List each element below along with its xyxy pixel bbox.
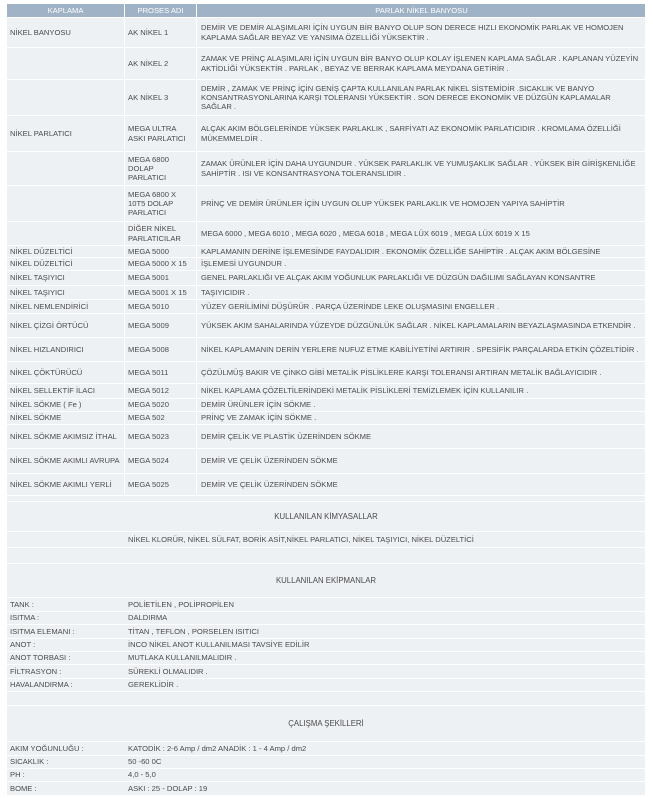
table-row — [7, 80, 645, 116]
proses-cell: MEGA 5000 X 15 — [124, 258, 196, 270]
table-row — [7, 338, 645, 362]
kaplama-cell: NİKEL DÜZELTİCİ — [10, 246, 73, 256]
working-label: AKIM YOĞUNLUĞU : — [10, 743, 84, 753]
desc-cell: GENEL PARLAKLIĞI VE ALÇAK AKIM YOĞUNLUK PARLAKLIĞI VE DÜZGÜN DAĞILIMI SAĞLAYAN KONSANTRE — [196, 271, 645, 285]
desc-cell: YÜKSEK AKIM SAHALARINDA YÜZEYDE DÜZGÜNLÜK SAĞLAR . NİKEL KAPLAMALARIN BEYAZLAŞMASINDA ETKENDİR . — [196, 314, 645, 337]
proses-cell: MEGA ULTRA ASKI PARLATICI — [124, 116, 196, 151]
equipment-row — [7, 598, 645, 612]
desc-cell: NİKEL KAPLAMANIN DERİN YERLERE NUFUZ ETME KABİLİYETİNİ ARTIRIR . SPESİFİK PARÇALARDA ETKİN ÇÖZELTİDİR . — [196, 338, 645, 361]
proses-cell: AK NİKEL 2 — [124, 48, 196, 79]
table-row — [7, 300, 645, 314]
desc-cell: DEMİR ÇELİK VE PLASTİK ÜZERİNDEN SÖKME — [196, 425, 645, 448]
desc-cell: İŞLEMESİ UYGUNDUR . — [196, 258, 645, 270]
table-row — [7, 222, 645, 246]
proses-cell: MEGA 5020 — [124, 399, 196, 411]
working-label: BOME : — [10, 783, 37, 793]
spacer-row — [7, 548, 645, 564]
desc-cell: DEMİR , ZAMAK VE PRİNÇ İÇİN GENİŞ ÇAPTA KULLANILAN PARLAK NİKEL SİSTEMİDİR .SICAKLIK VE BANYO KONSANTRASYONLARINA KARŞI TOLERANSI YÜKSEKTİR . SON DERECE EKONOMİK VE DÜZGÜN KAPLAMALAR SAĞLAR . — [196, 80, 645, 115]
working-row — [7, 756, 645, 769]
kaplama-cell — [7, 80, 124, 115]
equipment-row — [7, 665, 645, 679]
table-row — [7, 48, 645, 80]
equipment-label: ANOT TORBASI : — [10, 653, 71, 663]
table-row — [7, 314, 645, 338]
proses-cell: MEGA 5001 X 15 — [124, 286, 196, 299]
table-row — [7, 362, 645, 384]
proses-cell: MEGA 6800 X 10T5 DOLAP PARLATICI — [124, 186, 196, 221]
kaplama-cell: NİKEL HIZLANDIRICI — [10, 344, 84, 354]
proses-cell: MEGA 5009 — [124, 314, 196, 337]
desc-cell: PRİNÇ VE ZAMAK İÇİN SÖKME . — [196, 412, 645, 424]
equipment-section-title — [7, 564, 645, 598]
desc-cell: MEGA 6000 , MEGA 6010 , MEGA 6020 , MEGA 6018 , MEGA LÜX 6019 , MEGA LÜX 6019 X 15 — [196, 222, 645, 245]
table-row — [7, 258, 645, 271]
working-value: KATODİK : 2-6 Amp / dm2 ANADİK : 1 - 4 Amp / dm2 — [128, 743, 307, 753]
proses-cell: MEGA 5012 — [124, 384, 196, 398]
working-value: 4,0 - 5,0 — [128, 770, 156, 780]
kaplama-cell: NİKEL SELLEKTİF İLACI — [10, 386, 95, 396]
equipment-value: SÜREKLİ OLMALIDIR . — [128, 666, 208, 676]
kaplama-cell — [7, 186, 124, 221]
proses-cell: AK NİKEL 1 — [124, 18, 196, 47]
desc-cell: ZAMAK ÜRÜNLER İÇİN DAHA UYGUNDUR . YÜKSEK PARLAKLIK VE YUMUŞAKLIK SAĞLAR . YÜKSEK BİR GİRİŞKENLİĞE SAHİPTİR . ISI VE KONSANTRASYONA TOLERANSLIDIR . — [196, 152, 645, 185]
equipment-row — [7, 625, 645, 639]
equipment-label: HAVALANDIRMA : — [10, 680, 73, 690]
chemicals-title: KULLANILAN KİMYASALLAR — [274, 511, 378, 521]
equipment-value: DALDIRMA — [128, 613, 168, 623]
equipment-label: ANOT : — [10, 640, 36, 650]
desc-cell: DEMİR VE ÇELİK ÜZERİNDEN SÖKME — [196, 474, 645, 495]
proses-cell: MEGA 5000 — [124, 246, 196, 257]
proses-cell: MEGA 6800 DOLAP PARLATICI — [124, 152, 196, 185]
proses-cell: MEGA 5025 — [124, 474, 196, 495]
equipment-row — [7, 612, 645, 625]
equipment-value: İNCO NİKEL ANOT KULLANILMASI TAVSİYE EDİLİR — [128, 640, 310, 650]
working-row — [7, 782, 645, 796]
kaplama-cell: NİKEL SÖKME — [10, 413, 62, 423]
desc-cell: NİKEL KAPLAMA ÇÖZELTİLERİNDEKİ METALİK PİSLİKLERİ TEMİZLEMEK İÇİN KULLANILIR . — [196, 384, 645, 398]
desc-cell: ALÇAK AKIM BÖLGELERİNDE YÜKSEK PARLAKLIK , SARFİYATI AZ EKONOMİK PARLATICIDIR . KROMLAMA ÖZELLİĞİ MÜKEMMELDİR . — [196, 116, 645, 151]
proses-cell: MEGA 502 — [124, 412, 196, 424]
desc-cell: ÇÖZÜLMÜŞ BAKIR VE ÇİNKO GİBİ METALİK PİSLİKLERE KARŞI TOLERANSI ARTIRAN METALİK BAĞLAYICIDIR . — [196, 362, 645, 383]
chemicals-label-cell — [7, 532, 124, 547]
table-row — [7, 246, 645, 258]
kaplama-cell: NİKEL BANYOSU — [10, 27, 71, 37]
header-proses: PROSES ADI — [124, 4, 196, 17]
equipment-label: TANK : — [10, 599, 34, 609]
working-label: PH : — [10, 770, 25, 780]
proses-cell: MEGA 5011 — [124, 362, 196, 383]
kaplama-cell: NİKEL DÜZELTİCİ — [10, 259, 73, 269]
desc-cell: DEMİR VE ÇELİK ÜZERİNDEN SÖKME — [196, 449, 645, 473]
table-row — [7, 425, 645, 449]
desc-cell: DEMİR ÜRÜNLER İÇİN SÖKME . — [196, 399, 645, 411]
chemicals-row — [7, 532, 645, 548]
table-row — [7, 18, 645, 48]
kaplama-cell: NİKEL NEMLENDİRİCİ — [10, 301, 89, 311]
working-label: SICAKLIK : — [10, 757, 49, 767]
kaplama-cell: NİKEL SÖKME AKIMLI AVRUPA — [10, 456, 120, 466]
chemicals-text: NİKEL KLORÜR, NİKEL SÜLFAT, BORİK ASİT,NİKEL PARLATICI, NİKEL TAŞIYICI, NİKEL DÜZELTİCİ — [128, 534, 474, 544]
table-row — [7, 271, 645, 286]
desc-cell: DEMİR VE DEMİR ALAŞIMLARI İÇİN UYGUN BİR BANYO OLUP SON DERECE HIZLI EKONOMİK PARLAK VE HOMOJEN KAPLAMA SAĞLAR BEYAZ VE YANSIMA ÖZELLİĞİ YÜKSEKTİR . — [196, 18, 645, 47]
header-kaplama: KAPLAMA — [47, 5, 84, 15]
working-row — [7, 742, 645, 756]
equipment-value: MUTLAKA KULLANILMALIDIR . — [128, 653, 237, 663]
proses-cell: MEGA 5023 — [124, 425, 196, 448]
equipment-title: KULLANILAN EKİPMANLAR — [275, 575, 377, 585]
header-banyo: PARLAK NİKEL BANYOSU — [196, 4, 645, 17]
proses-cell: DİĞER NİKEL PARLATICILAR — [124, 222, 196, 245]
equipment-value: POLİETİLEN , POLİPROPİLEN — [128, 599, 234, 609]
working-section-title — [7, 706, 645, 742]
desc-cell: YÜZEY GERİLİMİNİ DÜŞÜRÜR . PARÇA ÜZERİNDE LEKE OLUŞMASINI ENGELLER . — [196, 300, 645, 313]
table-row — [7, 384, 645, 399]
kaplama-cell — [7, 152, 124, 185]
spacer-row — [7, 692, 645, 706]
equipment-value: GEREKLİDİR . — [128, 680, 179, 690]
chemicals-section-title — [7, 502, 645, 532]
working-title: ÇALIŞMA ŞEKİLLERİ — [288, 718, 364, 728]
equipment-row — [7, 679, 645, 692]
proses-cell: MEGA 5001 — [124, 271, 196, 285]
table-row — [7, 412, 645, 425]
table-row — [7, 286, 645, 300]
table-header — [7, 4, 645, 18]
kaplama-cell: NİKEL TAŞIYICI — [10, 287, 65, 297]
kaplama-cell: NİKEL SÖKME AKIMSIZ İTHAL — [10, 431, 117, 441]
table-row — [7, 449, 645, 474]
kaplama-cell: NİKEL SÖKME AKIMLI YERLİ — [10, 479, 112, 489]
table-row — [7, 116, 645, 152]
equipment-label: ISITMA : — [10, 613, 40, 623]
kaplama-cell: NİKEL ÇİZGİ ÖRTÜCÜ — [10, 320, 89, 330]
equipment-value: TİTAN , TEFLON , PORSELEN ISITICI — [128, 626, 259, 636]
proses-cell: AK NİKEL 3 — [124, 80, 196, 115]
equipment-label: ISITMA ELEMANI : — [10, 626, 75, 636]
proses-cell: MEGA 5010 — [124, 300, 196, 313]
equipment-row — [7, 652, 645, 665]
kaplama-cell: NİKEL ÇÖKTÜRÜCÜ — [10, 367, 83, 377]
desc-cell: TAŞIYICIDIR . — [196, 286, 645, 299]
desc-cell: KAPLAMANIN DERİNE İŞLEMESİNDE FAYDALIDIR . EKONOMİK ÖZELLİĞE SAHİPTİR . ALÇAK AKIM BÖLGESİNE — [196, 246, 645, 257]
table-row — [7, 474, 645, 496]
kaplama-cell — [7, 48, 124, 79]
desc-cell: PRİNÇ VE DEMİR ÜRÜNLER İÇİN UYGUN OLUP YÜKSEK PARLAKLIK VE HOMOJEN YAPIYA SAHİPTİR — [196, 186, 645, 221]
working-row — [7, 769, 645, 782]
kaplama-cell: NİKEL TAŞIYICI — [10, 273, 65, 283]
proses-cell: MEGA 5008 — [124, 338, 196, 361]
desc-cell: ZAMAK VE PRİNÇ ALAŞIMLARI İÇİN UYGUN BİR BANYO OLUP KOLAY İŞLENEN KAPLAMA SAĞLAR . KAPLANAN YÜZEYİN AKTİDLİĞİ YÜKSEKTİR . PARLAK , BEYAZ VE BERRAK KAPLAMA MEYDANA GETİRİR . — [196, 48, 645, 79]
table-row — [7, 399, 645, 412]
kaplama-cell: NİKEL SÖKME ( Fe ) — [10, 400, 82, 410]
proses-cell: MEGA 5024 — [124, 449, 196, 473]
kaplama-cell: NİKEL PARLATICI — [10, 128, 72, 138]
kaplama-cell — [7, 222, 124, 245]
table-row — [7, 186, 645, 222]
working-value: 50 -60 0C — [128, 757, 162, 767]
equipment-label: FİLTRASYON : — [10, 666, 62, 676]
table-row — [7, 152, 645, 186]
working-value: ASKI : 25 - DOLAP : 19 — [128, 783, 208, 793]
equipment-row — [7, 639, 645, 652]
